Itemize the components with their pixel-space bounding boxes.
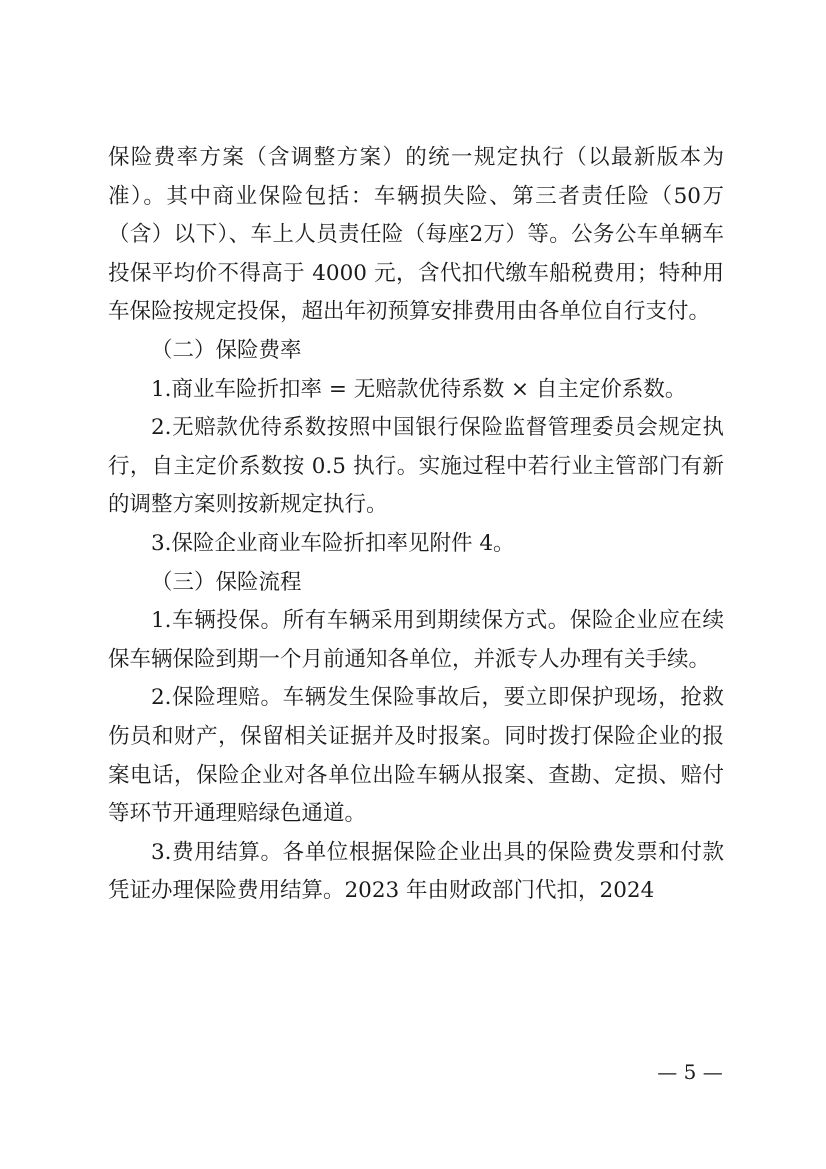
paragraph-discount-attachment: 3.保险企业商业车险折扣率见附件 4。 xyxy=(151,530,515,556)
paragraph-vehicle-insurance: 1.车辆投保。所有车辆采用到期续保方式。保险企业应在续保车辆保险到期一个月前通知各单位，并派专人办理有关手续。 xyxy=(108,608,724,672)
paragraph-fee-settlement: 3.费用结算。各单位根据保险企业出具的保险费发票和付款凭证办理保险费用结算。2023 年由财政部门代扣，2024 xyxy=(108,839,724,904)
paragraph-no-claim-coefficient: 2.无赔款优待系数按照中国银行保险监督管理委员会规定执行，自主定价系数按 0.5 执行。实施过程中若行业主管部门有新的调整方案则按新规定执行。 xyxy=(108,415,724,518)
heading-insurance-process: （三）保险流程 xyxy=(151,569,302,595)
heading-insurance-rate: （二）保险费率 xyxy=(151,337,302,363)
paragraph-insurance-claims: 2.保险理赔。车辆发生保险事故后，要立即保护现场，抢救伤员和财产，保留相关证据并及时报案。同时拨打保险企业的报案电话，保险企业对各单位出险车辆从报案、查勘、定损、赔付等环节开通理赔绿色通道。 xyxy=(108,685,724,827)
body-text xyxy=(108,139,724,911)
page-number: — 5 — xyxy=(657,1060,723,1084)
paragraph-insurance-rate-scheme: 保险费率方案（含调整方案）的统一规定执行（以最新版本为准）。其中商业保险包括：车辆损失险、第三者责任险（50万（含）以下）、车上人员责任险（每座2万）等。公务公车单辆车投保平均价不得高于 4000 元，含代扣代缴车船税费用；特种用车保险按规定投保，超出年初预算安排费用由各单位自行支付。 xyxy=(108,145,724,325)
paragraph-discount-formula: 1.商业车险折扣率 = 无赔款优待系数 × 自主定价系数。 xyxy=(151,376,687,402)
